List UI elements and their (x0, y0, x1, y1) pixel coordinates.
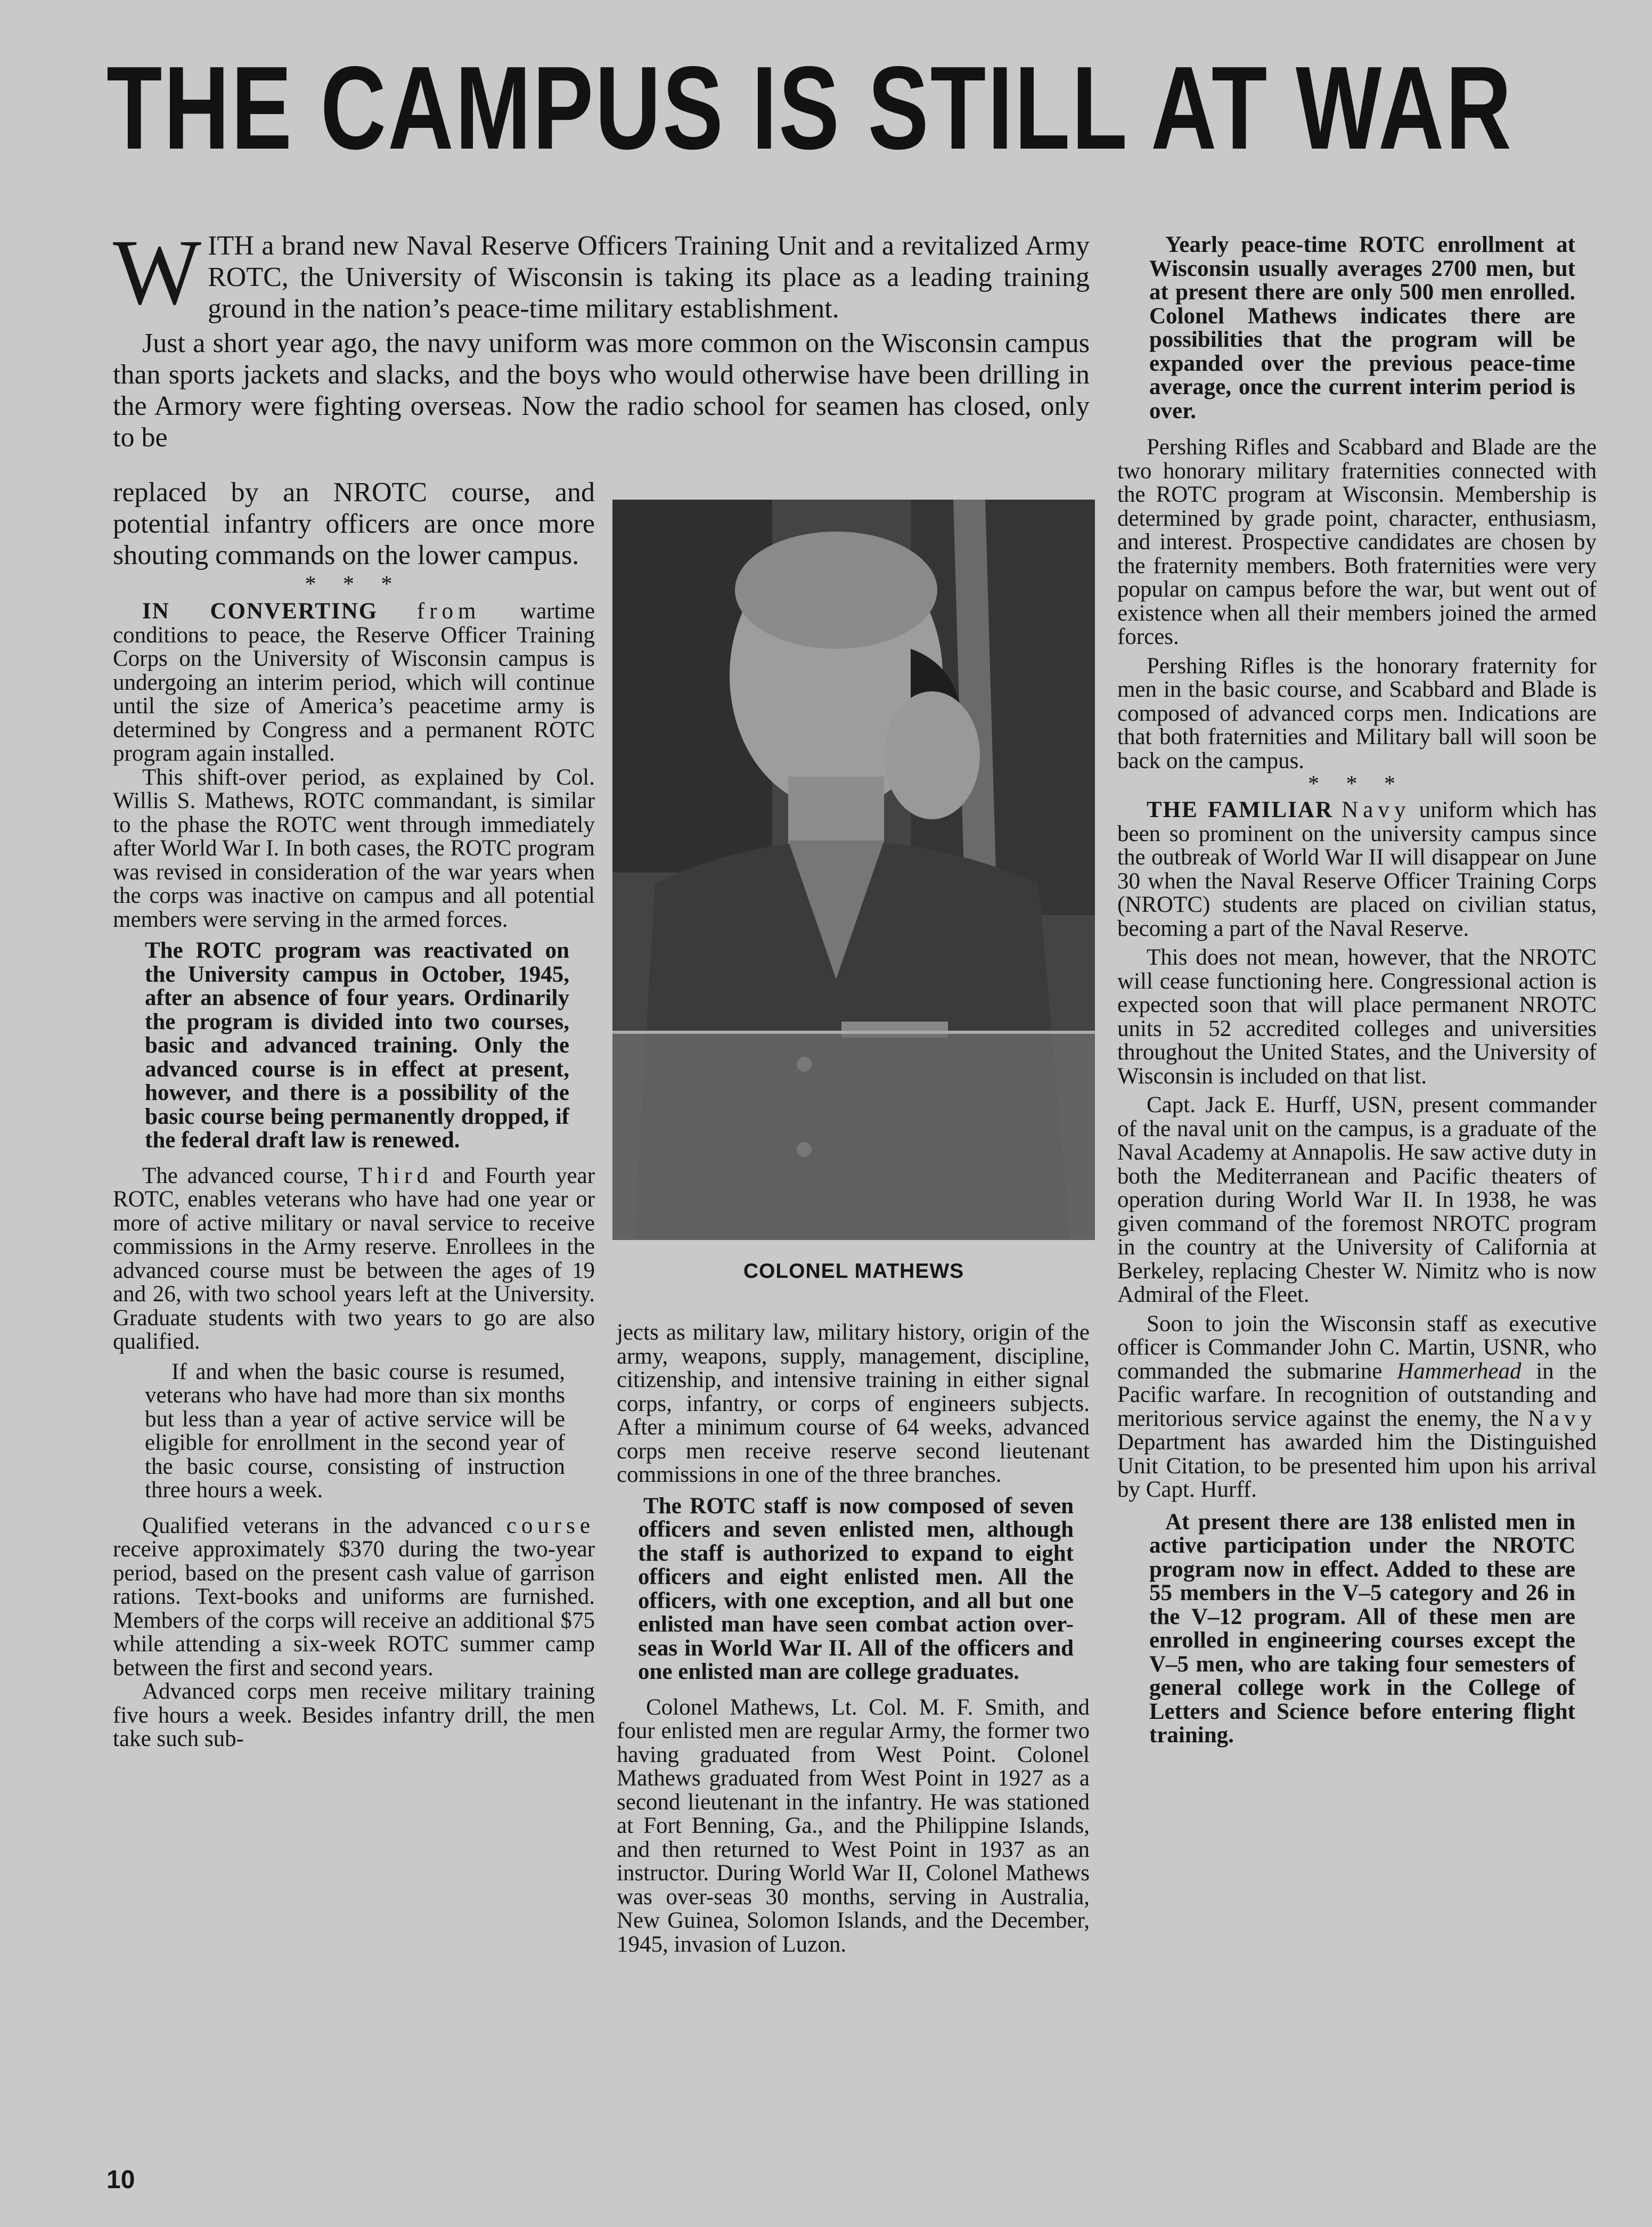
advanced-text-a: The advanced course, (142, 1163, 349, 1188)
colonel-mathews-photo (612, 500, 1095, 1240)
paragraph-if-and-when: If and when the basic course is resumed, veterans who have had more than six months but less than a year of active service will be eligible for enrollment in the second year of the basic course, consisting of instruction three hours a week. (145, 1359, 565, 1503)
paragraph-qualified-veterans (113, 1514, 595, 1681)
column-2 (617, 1321, 1090, 1956)
paragraph-does-not-mean: This does not mean, however, that the NROTC will cease functioning here. Congressional action is expected soon that will place permanent NROTC units in 52 accredited colleges and universities throughout the United States, and the University of Wisconsin is included on that list. (1117, 945, 1597, 1089)
spaced-word: Navy (1342, 797, 1411, 822)
spaced-word: Navy (1527, 1406, 1597, 1431)
paragraph-subjects: jects as military law, military history, origin of the army, weapons, supply, management, discipline, citizenship, and intensive training in either signal corps, infantry, or corps of engineers subjects. After a minimum course of 64 weeks, advanced corps men receive reserve second lieutenant commissions in one of the three branches. (617, 1320, 1090, 1487)
drop-cap: W (113, 221, 202, 324)
submarine-name: Hammerhead (1397, 1358, 1522, 1384)
intro (113, 221, 1090, 453)
intro-paragraph-2: Just a short year ago, the navy uniform was more common on the Wisconsin campus than sports jackets and slacks, and the boys who would otherwise have been drilling in the Armory were fighting overseas. Now the radio school for seamen has closed, only to be (113, 328, 1090, 453)
paragraph-reactivated: The ROTC program was reactivated on the University campus in October, 1945, after an absence of four years. Ordinarily the program is divided into two courses, basic and advanced training. Only the advanced course is in effect at present, however, and there is a possibility of the basic course being permanently dropped, if the federal draft law is renewed. (145, 938, 569, 1153)
paragraph-converting-text: wartime conditions to peace, the Reserve Officer Training Corps on the University of Wisconsin campus is undergoing an interim period, which will continue until the size of America’s peacetime army is determined by Congress and a permanent ROTC program again installed. (113, 599, 595, 766)
paragraph-commander-martin (1117, 1312, 1597, 1502)
photo-caption: COLONEL MATHEWS (743, 1260, 964, 1283)
paragraph-capt-hurff: Capt. Jack E. Hurff, USN, present commander of the naval unit on the campus, is a graduate of the Naval Academy at Annapolis. He saw active duty in both the Mediterranean and Pacific theaters of operation during World War II. In 1938, he was given command of the foremost NROTC program in the country at the University of California at Berkeley, replacing Chester W. Nimitz who is now Admiral of the Fleet. (1117, 1092, 1597, 1307)
paragraph-yearly-enrollment: Yearly peace-time ROTC enrollment at Wisconsin usually averages 2700 men, but at present there are only 500 men enrolled. Colonel Mathews indicates there are possibilities that the program will be expanded over the previous peace-time average, once the current interim period is over. (1149, 232, 1575, 423)
paragraph-converting (113, 600, 595, 766)
page-number: 10 (107, 2166, 135, 2194)
spaced-word: from (416, 599, 481, 624)
qualified-text-a: Qualified veterans in the advanced (142, 1513, 493, 1538)
qualified-text-b: receive approximately $370 during the two-year period, based on the present cash value of garrison rations. Text-books and uniforms are furnished. Members of the corps will receive an additional $75 while attending a six-week ROTC summer camp between the first and second years. (113, 1537, 595, 1681)
intro-p1-text: ITH a brand new Naval Reserve Officers Training Unit and a revitalized Army ROTC, the University of Wisconsin is taking its place as a leading training ground in the nation’s peace-time military establishment. (208, 231, 1090, 324)
paragraph-pershing-rifles: Pershing Rifles and Scabbard and Blade are the two honorary military fraternities connected with the ROTC program at Wisconsin. Membership is determined by grade point, character, enthusiasm, and interest. Prospective candidates are chosen by the fraternity members. Both fraternities were very popular on campus before the war, but went out of existence when all their members joined the armed forces. (1117, 435, 1597, 649)
runin-converting: IN CONVERTING (142, 599, 378, 624)
intro-paragraph-2-continued: replaced by an NROTC course, and potential infantry officers are once more shouting commands on the lower campus. (113, 477, 595, 570)
paragraph-corps-men: Advanced corps men receive military training five hours a week. Besides infantry drill, the men take such sub- (113, 1679, 595, 1751)
intro-paragraph-1 (113, 221, 1090, 324)
portrait-illustration (612, 500, 1095, 1240)
paragraph-shiftover: This shift-over period, as explained by Col. Willis S. Mathews, ROTC commandant, is similar to the phase the ROTC went through immediately after World War I. In both cases, the ROTC program was revised in consideration of the war years when the corps was inactive on campus and all potential members were serving in the armed forces. (113, 764, 595, 932)
column-1 (113, 477, 595, 1751)
advanced-text-b: and Fourth year ROTC, enables veterans who have had one year or more of active military or naval service to receive commissions in the Army reserve. Enrollees in the advanced course must be between the ages of 19 and 26, with two school years left at the University. Graduate students with two years to go are also qualified. (113, 1163, 595, 1354)
paragraph-pershing-rifles-2: Pershing Rifles is the honorary fraternity for men in the basic course, and Scabbard and Blade is composed of advanced corps men. Indications are that both fraternities and Military ball will soon be back on the campus. (1117, 653, 1597, 773)
paragraph-enlisted-men: At present there are 138 enlisted men in active participation under the NROTC program now in effect. Added to these are 55 members in the V–5 category and 26 in the V–12 program. All of these men are enrolled in engineering courses except the V–5 men, who are taking four semesters of general college work in the College of Letters and Science before entering flight training. (1149, 1509, 1575, 1748)
paragraph-familiar-uniform (1117, 798, 1597, 941)
martin-text-a: Soon to join the Wisconsin staff as executive officer is Commander John C. Martin, USNR, who commanded the submarine (1117, 1311, 1597, 1384)
martin-text-b: in the Pacific warfare. In recognition of outstanding and meritorious service against the enemy, the (1117, 1358, 1597, 1431)
column-3 (1117, 233, 1597, 1748)
paragraph-advanced-course (113, 1164, 595, 1354)
familiar-text: uniform which has been so prominent on the university campus since the outbreak of World War II will disappear on June 30 when the Naval Reserve Officer Training Corps (NROTC) students are placed on civilian status, becoming a part of the Naval Reserve. (1117, 797, 1597, 941)
paragraph-colonel-mathews: Colonel Mathews, Lt. Col. M. F. Smith, and four enlisted men are regular Army, the former two having graduated from West Point. Colonel Mathews graduated from West Point in 1927 as a second lieutenant in the infantry. He was stationed at Fort Benning, Ga., and the Philippine Islands, and then returned to West Point in 1937 as an instructor. During World War II, Colonel Mathews was over-seas 30 months, serving in Australia, New Guinea, Solomon Islands, and the December, 1945, invasion of Luzon. (617, 1694, 1090, 1957)
paragraph-rotc-staff: The ROTC staff is now composed of seven officers and seven enlisted men, although the staff is authorized to expand to eight officers and eight enlisted men. All the officers, with one exception, and all but one enlisted man have seen combat action over-seas in World War II. All of the officers and one enlisted man are college graduates. (638, 1493, 1074, 1684)
spaced-word: course (506, 1513, 595, 1538)
section-separator: * * * (1308, 772, 1406, 796)
spaced-word: Third (358, 1163, 433, 1188)
martin-text-c: Department has awarded him the Distinguished Unit Citation, to be presented him upon his arrival by Capt. Hurff. (1117, 1430, 1597, 1502)
headline: THE CAMPUS IS STILL AT WAR (107, 42, 1514, 174)
runin-familiar: THE FAMILIAR (1147, 797, 1334, 822)
section-separator: * * * (305, 572, 403, 597)
